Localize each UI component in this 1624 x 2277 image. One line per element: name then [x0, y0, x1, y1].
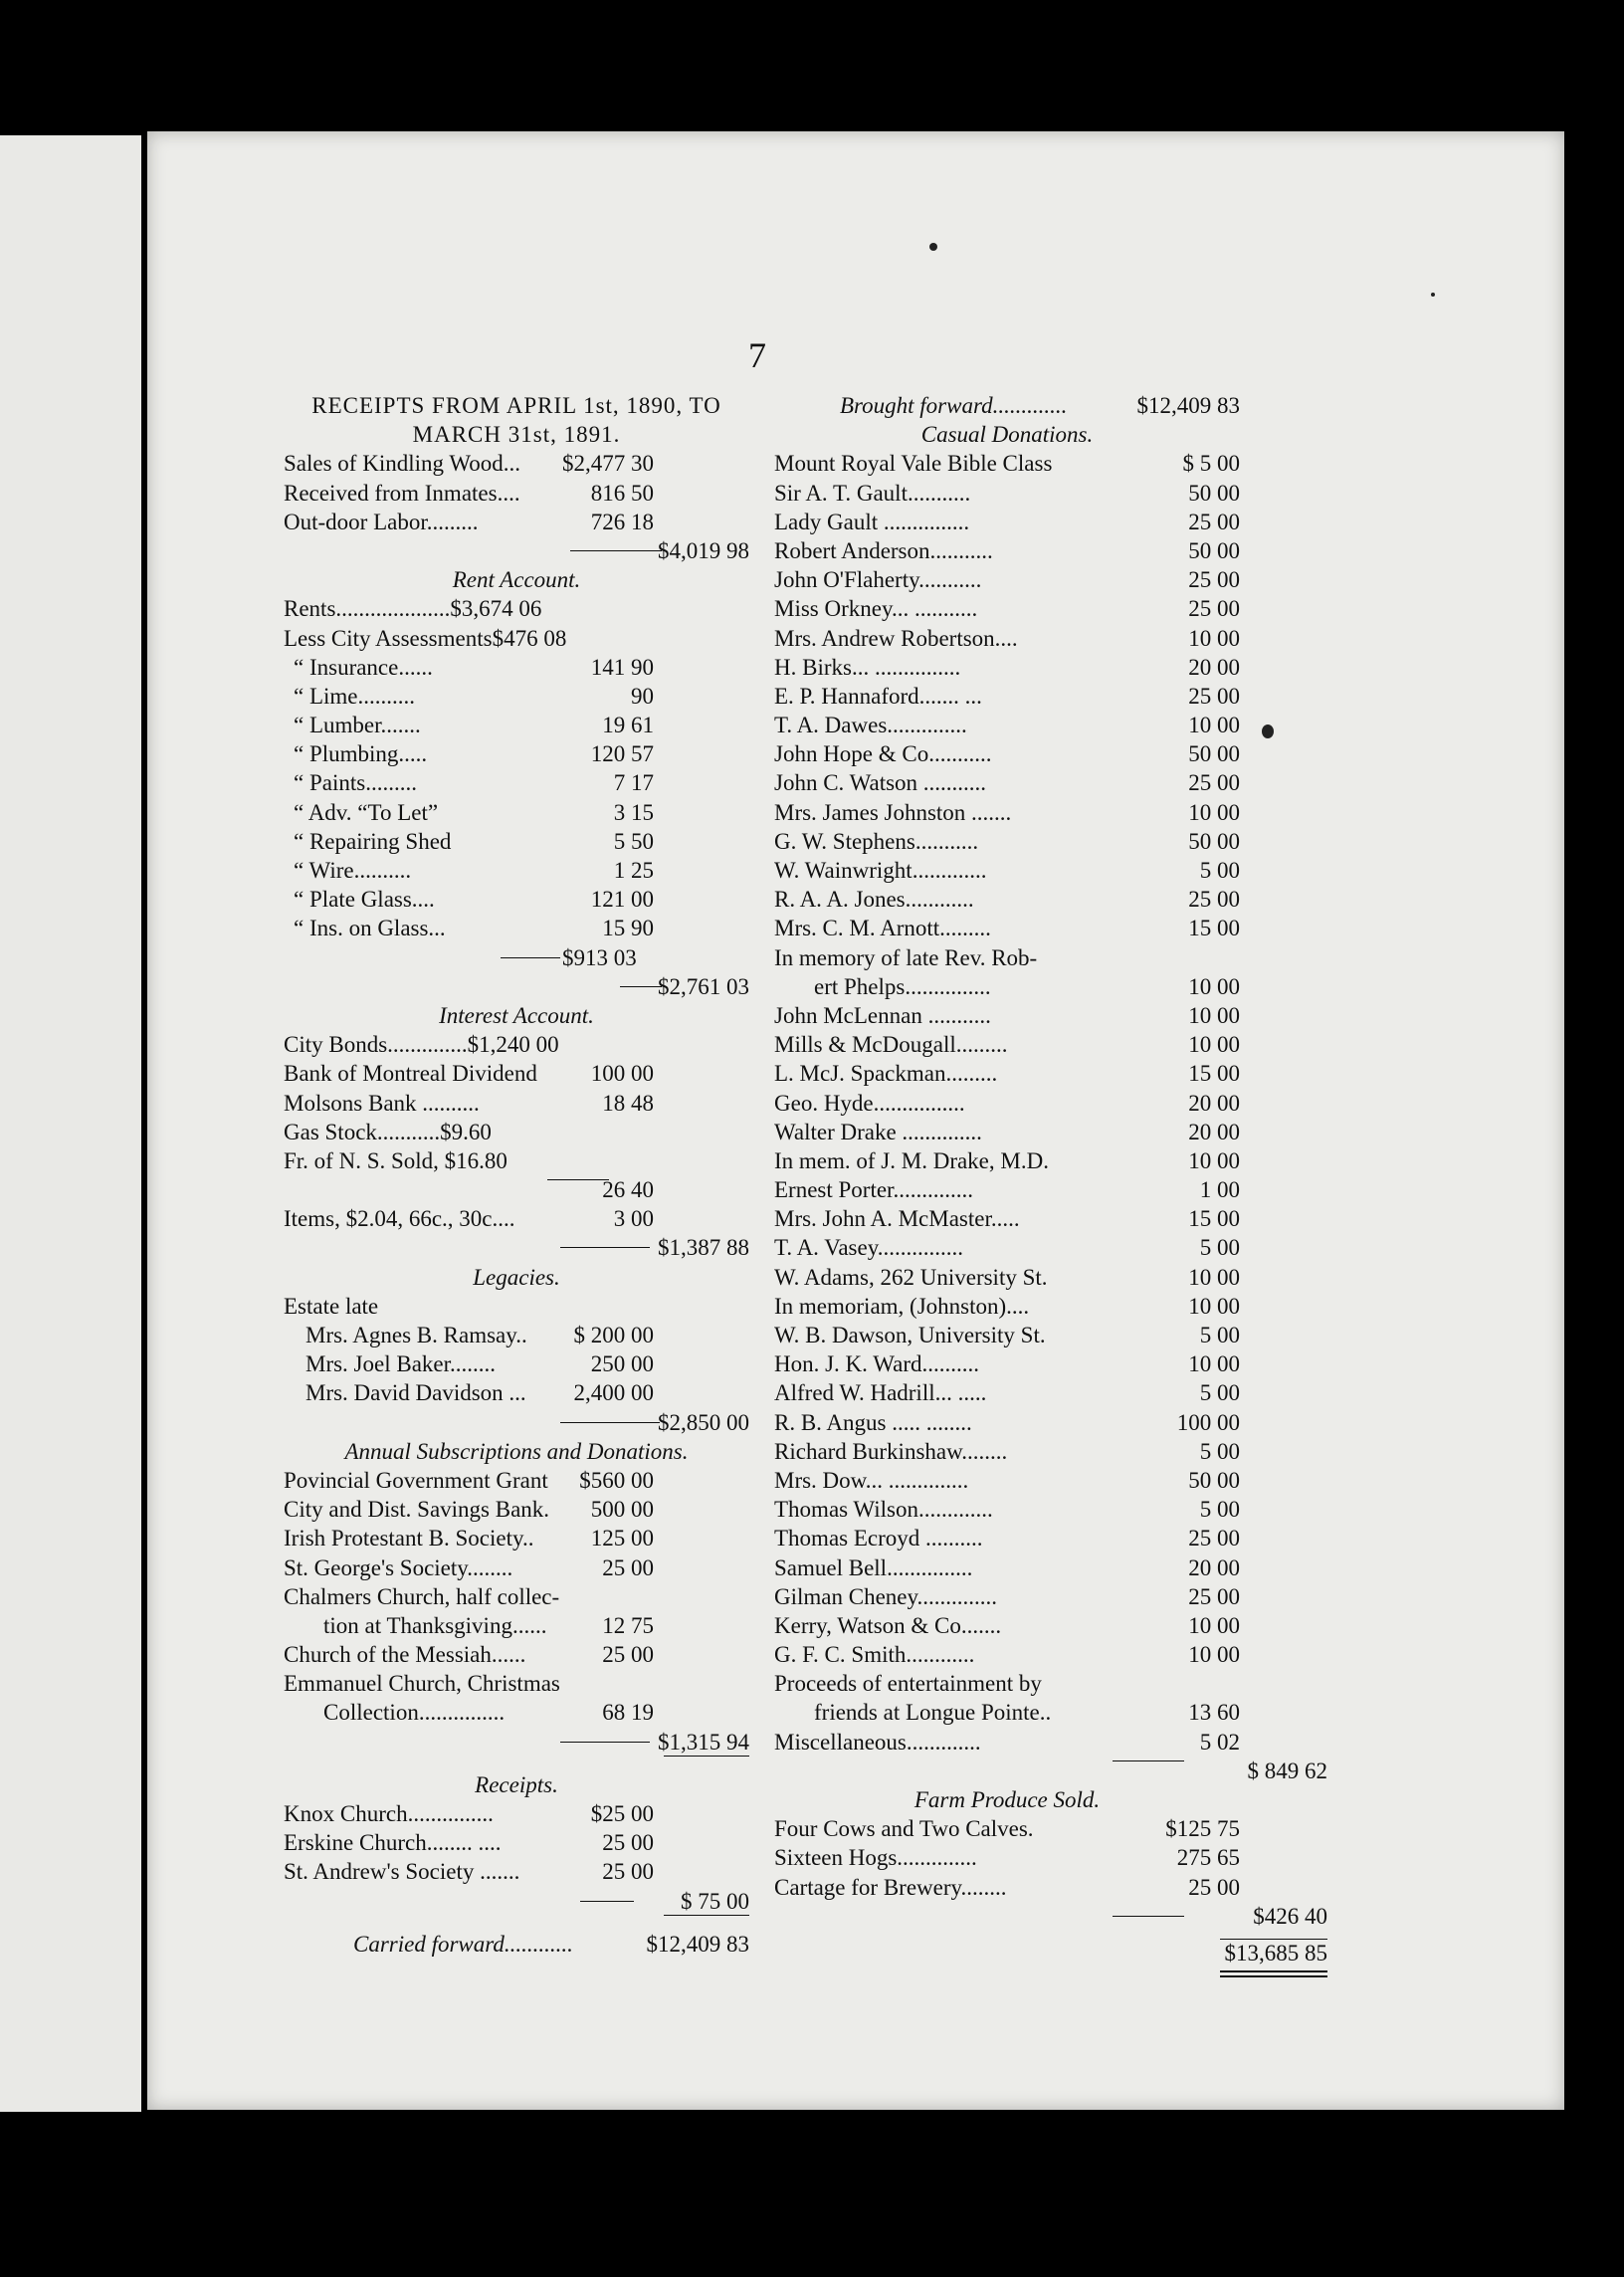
donation-row: [774, 1204, 1240, 1233]
legacy-row-label: Mrs. Agnes B. Ramsay..: [305, 1323, 527, 1347]
subscription-row: [284, 1669, 749, 1698]
donation-row-amount: 5 00: [1199, 858, 1240, 883]
donation-row-label: In memoriam, (Johnston)....: [774, 1293, 1030, 1319]
church-receipt-row: [284, 1799, 749, 1828]
donation-row: [774, 827, 1240, 856]
donation-row: [774, 798, 1240, 827]
donation-row-label: W. Adams, 262 University St.: [774, 1264, 1048, 1290]
farm-row-amount: 275 65: [1176, 1845, 1240, 1871]
legacy-row: [284, 1378, 749, 1407]
rents-line: Rents....................$3,674 06: [284, 596, 542, 622]
rent-item-row-amount: 120 57: [590, 741, 654, 767]
donation-row-amount: 1 00: [1199, 1177, 1240, 1203]
farm-row: [774, 1873, 1240, 1902]
interest-heading: Interest Account.: [439, 1002, 594, 1028]
donation-row-amount: 50 00: [1188, 537, 1240, 563]
brought-forward-label: Brought forward.............: [840, 393, 1068, 418]
donation-row: [774, 1175, 1240, 1204]
donation-row-label: Mrs. James Johnston .......: [774, 799, 1012, 825]
legacy-row-label: Mrs. David Davidson ...: [305, 1380, 526, 1406]
donation-row: [774, 1030, 1240, 1059]
rent-item-row-label: “ Lime..........: [294, 683, 415, 709]
subscription-row-label: tion at Thanksgiving......: [323, 1612, 547, 1638]
rent-item-row-amount: 15 90: [602, 916, 654, 941]
interest-sub-row: 26 40: [284, 1175, 749, 1204]
title-line-2: MARCH 31st, 1891.: [412, 422, 621, 448]
donation-row-label: Samuel Bell...............: [774, 1554, 973, 1580]
farm-total-row: [774, 1902, 1327, 1931]
farm-row-amount: $125 75: [1165, 1816, 1240, 1842]
donation-row-amount: 25 00: [1188, 683, 1240, 709]
receipts2-total-row: [284, 1887, 749, 1916]
donation-row-label: Thomas Ecroyd ..........: [774, 1526, 983, 1552]
brought-forward-row: [774, 391, 1240, 420]
receipt-row-label: Sales of Kindling Wood...: [284, 451, 520, 477]
donation-row-amount: 5 02: [1199, 1729, 1240, 1755]
donation-row: [774, 479, 1240, 508]
interest-row: [284, 1118, 749, 1146]
legacy-row-amount: 2,400 00: [573, 1380, 654, 1406]
annual-total-row: [284, 1728, 749, 1757]
donation-row-amount: 15 00: [1188, 916, 1240, 941]
donation-row-label: T. A. Vasey...............: [774, 1235, 963, 1261]
farm-row-label: Four Cows and Two Calves.: [774, 1816, 1034, 1842]
donation-row-amount: 25 00: [1188, 567, 1240, 593]
subscription-row-label: Povincial Government Grant: [284, 1467, 548, 1493]
annual-total: $1,315 94: [658, 1729, 749, 1755]
grand-total-row: [774, 1939, 1327, 1967]
legacy-row: [284, 1321, 749, 1349]
rent-item-row: [284, 885, 749, 914]
donation-row-label: Miss Orkney... ...........: [774, 596, 978, 622]
donation-row-amount: 25 00: [1188, 596, 1240, 622]
subscription-row: [284, 1698, 749, 1727]
donation-row-label: G. W. Stephens...........: [774, 828, 979, 854]
rent-item-row: [284, 739, 749, 768]
rent-total: $2,761 03: [658, 973, 749, 999]
donation-row-amount: 20 00: [1188, 1554, 1240, 1580]
rent-item-row-amount: 121 00: [590, 887, 654, 913]
receipt-row-amount: 726 18: [590, 509, 654, 534]
interest-row-amount: 100 00: [590, 1061, 654, 1087]
church-receipt-row: [284, 1828, 749, 1857]
donation-row-amount: 5 00: [1199, 1380, 1240, 1406]
rent-item-row-label: “ Plate Glass....: [294, 887, 435, 913]
subscription-row-amount: 68 19: [602, 1700, 654, 1726]
subscription-row-amount: 12 75: [602, 1612, 654, 1638]
rent-item-row-amount: 5 50: [613, 828, 654, 854]
donation-row-label: In memory of late Rev. Rob-: [774, 944, 1038, 970]
subscription-row-amount: 25 00: [602, 1642, 654, 1668]
interest-row: [284, 1146, 749, 1175]
interest-row: [284, 1089, 749, 1118]
farm-row: [774, 1843, 1240, 1872]
donation-row-amount: 5 00: [1199, 1497, 1240, 1523]
receipt-row: [284, 449, 749, 478]
donation-row-amount: 10 00: [1188, 799, 1240, 825]
interest-row-label: City Bonds..............$1,240 00: [284, 1032, 559, 1058]
subscription-row: [284, 1611, 749, 1640]
less-city-line: Less City Assessments$476 08: [284, 625, 567, 651]
farm-row-label: Sixteen Hogs..............: [774, 1845, 977, 1871]
farm-row-label: Cartage for Brewery........: [774, 1874, 1007, 1900]
donation-row-label: John C. Watson ...........: [774, 770, 987, 796]
donation-row-amount: 10 00: [1188, 1264, 1240, 1290]
subscription-row-label: Church of the Messiah......: [284, 1642, 526, 1668]
donation-row-amount: $ 5 00: [1182, 451, 1240, 477]
donation-row-amount: 25 00: [1188, 1526, 1240, 1552]
donation-row: [774, 624, 1240, 653]
interest-row: [284, 1030, 749, 1059]
donation-row-label: Robert Anderson...........: [774, 537, 993, 563]
rent-item-row-label: “ Wire..........: [294, 858, 412, 883]
donation-row-amount: 15 00: [1188, 1206, 1240, 1232]
scan-speck: [1262, 724, 1274, 738]
donation-row-label: In mem. of J. M. Drake, M.D.: [774, 1147, 1049, 1173]
subscription-row: [284, 1640, 749, 1669]
donation-row-label: Walter Drake ..............: [774, 1119, 982, 1144]
donation-row-label: L. McJ. Spackman.........: [774, 1061, 998, 1087]
title-line-1: RECEIPTS FROM APRIL 1st, 1890, TO: [311, 393, 721, 418]
donation-row-amount: 10 00: [1188, 1002, 1240, 1028]
rent-item-row: [284, 798, 749, 827]
donation-row-amount: 20 00: [1188, 1119, 1240, 1144]
page-number: 7: [748, 335, 766, 375]
farm-total: $426 40: [1253, 1903, 1327, 1929]
donation-row: [774, 1089, 1240, 1118]
donation-row: [774, 1698, 1240, 1727]
donation-row: [774, 1059, 1240, 1088]
adjacent-page-edge: [0, 135, 141, 2112]
subscription-row-label: St. George's Society........: [284, 1554, 513, 1580]
rent-item-row-amount: 141 90: [590, 654, 654, 680]
donation-row: [774, 653, 1240, 682]
donation-row: [774, 565, 1240, 594]
estate-late: Estate late: [284, 1293, 379, 1319]
donation-row-amount: 50 00: [1188, 1467, 1240, 1493]
donation-row: [774, 768, 1240, 797]
donation-row-label: Richard Burkinshaw........: [774, 1438, 1008, 1464]
rent-subtotal: $913 03: [562, 944, 637, 970]
donation-row: [774, 1553, 1240, 1582]
donation-row: [774, 682, 1240, 711]
donations-total: $ 849 62: [1247, 1758, 1327, 1783]
donation-row-label: Sir A. T. Gault...........: [774, 480, 971, 506]
donation-row: [774, 1495, 1240, 1524]
donation-row: [774, 885, 1240, 914]
donation-row: [774, 739, 1240, 768]
donation-row: [774, 1582, 1240, 1611]
donation-row: [774, 1263, 1240, 1292]
rent-item-row-label: “ Ins. on Glass...: [294, 916, 446, 941]
scan-speck: [929, 243, 937, 251]
receipt-row-amount: $2,477 30: [562, 451, 654, 477]
receipts2-total: $ 75 00: [681, 1888, 749, 1914]
donation-row-amount: 5 00: [1199, 1235, 1240, 1261]
rent-item-row-amount: 7 17: [613, 770, 654, 796]
donation-row: [774, 1233, 1240, 1262]
donation-row-label: Ernest Porter..............: [774, 1177, 973, 1203]
donation-row: [774, 943, 1240, 972]
donation-row: [774, 1524, 1240, 1552]
donation-row-label: Mills & McDougall.........: [774, 1032, 1008, 1058]
donation-row-label: R. B. Angus ..... ........: [774, 1409, 972, 1435]
donation-row-amount: 25 00: [1188, 887, 1240, 913]
subscription-row-amount: 500 00: [590, 1497, 654, 1523]
donation-row-label: John O'Flaherty...........: [774, 567, 982, 593]
rent-item-row: [284, 768, 749, 797]
rent-item-row: [284, 856, 749, 885]
donation-row-label: Mrs. C. M. Arnott.........: [774, 916, 991, 941]
donation-row-amount: 10 00: [1188, 713, 1240, 738]
interest-row-label: Gas Stock...........$9.60: [284, 1119, 492, 1144]
donation-row: [774, 1408, 1240, 1437]
legacies-total: $2,850 00: [658, 1409, 749, 1435]
donation-row-label: Alfred W. Hadrill... .....: [774, 1380, 987, 1406]
interest-items-row: Items, $2.04, 66c., 30c.... 3 00: [284, 1206, 654, 1232]
donation-row-amount: 10 00: [1188, 973, 1240, 999]
receipt-row: [284, 508, 749, 536]
rent-item-row: [284, 827, 749, 856]
church-receipt-row-label: Knox Church...............: [284, 1801, 494, 1826]
subscription-row: [284, 1466, 749, 1495]
donation-row-label: Proceeds of entertainment by: [774, 1671, 1042, 1697]
donation-row-label: Mount Royal Vale Bible Class: [774, 451, 1053, 477]
donation-row: [774, 1437, 1240, 1466]
donation-row-amount: 5 00: [1199, 1438, 1240, 1464]
church-receipt-row-label: St. Andrew's Society .......: [284, 1859, 520, 1885]
donation-row-amount: 10 00: [1188, 1293, 1240, 1319]
left-column: [284, 391, 749, 1959]
farm-row-amount: 25 00: [1188, 1874, 1240, 1900]
receipt-row-label: Received from Inmates....: [284, 480, 520, 506]
rent-item-row-amount: 3 15: [613, 799, 654, 825]
rent-heading: Rent Account.: [452, 567, 581, 593]
rent-item-row-label: “ Repairing Shed: [294, 828, 452, 854]
donation-row-amount: 10 00: [1188, 1147, 1240, 1173]
legacies-total-row: [284, 1408, 749, 1437]
donation-row-amount: 100 00: [1176, 1409, 1240, 1435]
donation-row-label: Geo. Hyde................: [774, 1090, 965, 1116]
donation-row: [774, 508, 1240, 536]
receipts-total-row: [284, 536, 749, 565]
farm-row: [774, 1814, 1240, 1843]
interest-row-label: Molsons Bank ..........: [284, 1090, 480, 1116]
casual-heading: Casual Donations.: [920, 422, 1094, 448]
donation-row-label: Mrs. Andrew Robertson....: [774, 625, 1018, 651]
donation-row-amount: 25 00: [1188, 770, 1240, 796]
receipt-row-amount: 816 50: [590, 480, 654, 506]
donation-row: [774, 1611, 1240, 1640]
church-receipt-row-amount: 25 00: [602, 1830, 654, 1856]
interest-row-label: Bank of Montreal Dividend: [284, 1061, 537, 1087]
subscription-row-label: Emmanuel Church, Christmas: [284, 1671, 560, 1697]
subscription-row-amount: 25 00: [602, 1554, 654, 1580]
donation-row-amount: 10 00: [1188, 1032, 1240, 1058]
donation-row: [774, 594, 1240, 623]
donation-row: [774, 536, 1240, 565]
donation-row-label: E. P. Hannaford....... ...: [774, 683, 982, 709]
subscription-row: [284, 1582, 749, 1611]
donation-row-label: W. B. Dawson, University St.: [774, 1323, 1046, 1347]
donation-row: [774, 1292, 1240, 1321]
church-receipt-row-label: Erskine Church........ ....: [284, 1830, 502, 1856]
donation-row-label: W. Wainwright.............: [774, 858, 987, 883]
interest-row: [284, 1059, 749, 1088]
rent-item-row-amount: 90: [631, 683, 654, 709]
legacy-row-amount: 250 00: [590, 1351, 654, 1377]
receipts2-heading: Receipts.: [475, 1771, 558, 1797]
scan-speck: [1431, 293, 1435, 297]
subscription-row-amount: $560 00: [579, 1467, 654, 1493]
donations-total-row: [774, 1757, 1327, 1785]
rent-item-row-label: “ Adv. “To Let”: [294, 799, 439, 825]
rent-item-row: [284, 682, 749, 711]
subscription-row-label: City and Dist. Savings Bank.: [284, 1497, 550, 1523]
donation-row-label: Miscellaneous.............: [774, 1729, 981, 1755]
carried-forward-label: Carried forward............: [353, 1931, 573, 1957]
annual-heading: Annual Subscriptions and Donations.: [344, 1438, 689, 1464]
right-column: [774, 391, 1327, 1967]
carried-forward-row: [284, 1930, 749, 1959]
grand-total: $13,685 85: [1224, 1940, 1327, 1966]
donation-row: [774, 711, 1240, 739]
donation-row-label: T. A. Dawes..............: [774, 713, 967, 738]
donation-row-amount: 20 00: [1188, 654, 1240, 680]
subscription-row-label: Collection...............: [323, 1700, 506, 1726]
donation-row-label: Kerry, Watson & Co.......: [774, 1612, 1002, 1638]
donation-row-amount: 15 00: [1188, 1061, 1240, 1087]
church-receipt-row-amount: $25 00: [590, 1801, 654, 1826]
donation-row-amount: 10 00: [1188, 625, 1240, 651]
donation-row-amount: 50 00: [1188, 741, 1240, 767]
donation-row-amount: 10 00: [1188, 1351, 1240, 1377]
donation-row-label: Hon. J. K. Ward..........: [774, 1351, 979, 1377]
legacy-row: [284, 1349, 749, 1378]
donation-row-amount: 13 60: [1188, 1700, 1240, 1726]
donation-row: [774, 972, 1240, 1001]
rent-item-row-amount: 1 25: [613, 858, 654, 883]
rent-item-row-label: “ Insurance......: [294, 654, 433, 680]
donation-row-label: John McLennan ...........: [774, 1002, 991, 1028]
donation-row-amount: 5 00: [1199, 1323, 1240, 1347]
subscription-row: [284, 1495, 749, 1524]
donation-row-amount: 50 00: [1188, 480, 1240, 506]
legacy-row-amount: $ 200 00: [573, 1323, 654, 1347]
donation-row: [774, 1640, 1240, 1669]
donation-row-label: friends at Longue Pointe..: [814, 1700, 1052, 1726]
legacy-row-label: Mrs. Joel Baker........: [305, 1351, 497, 1377]
interest-row-amount: 18 48: [602, 1090, 654, 1116]
donation-row: [774, 1378, 1240, 1407]
subscription-row: [284, 1524, 749, 1552]
donation-row: [774, 1349, 1240, 1378]
donation-row-label: H. Birks... ...............: [774, 654, 961, 680]
donation-row-amount: 25 00: [1188, 509, 1240, 534]
church-receipt-row-amount: 25 00: [602, 1859, 654, 1885]
donation-row: [774, 914, 1240, 942]
farm-heading: Farm Produce Sold.: [914, 1787, 1101, 1812]
donation-row-label: Gilman Cheney..............: [774, 1583, 998, 1609]
donation-row-label: Mrs. John A. McMaster.....: [774, 1206, 1020, 1232]
donation-row-label: G. F. C. Smith............: [774, 1642, 975, 1668]
donation-row: [774, 1118, 1240, 1146]
donation-row: [774, 1001, 1240, 1030]
rent-item-row-label: “ Paints.........: [294, 770, 417, 796]
subscription-row: [284, 1553, 749, 1582]
donation-row: [774, 1728, 1240, 1757]
rent-item-row-amount: 19 61: [602, 713, 654, 738]
donation-row-amount: 50 00: [1188, 828, 1240, 854]
donation-row-label: Mrs. Dow... ..............: [774, 1467, 969, 1493]
donation-row-amount: 20 00: [1188, 1090, 1240, 1116]
donation-row: [774, 1466, 1240, 1495]
subscription-row-amount: 125 00: [590, 1526, 654, 1552]
rent-subtotal-row: [284, 943, 749, 972]
donation-row-amount: 25 00: [1188, 1583, 1240, 1609]
brought-forward-amount: $12,409 83: [1136, 393, 1240, 418]
donation-row-label: Lady Gault ...............: [774, 509, 970, 534]
donation-row-label: Thomas Wilson.............: [774, 1497, 993, 1523]
donation-row-amount: 10 00: [1188, 1642, 1240, 1668]
donation-row-label: R. A. A. Jones............: [774, 887, 974, 913]
interest-row-label: Fr. of N. S. Sold, $16.80: [284, 1147, 508, 1173]
receipts-total: $4,019 98: [658, 537, 749, 563]
rent-item-row-label: “ Plumbing.....: [294, 741, 428, 767]
donation-row: [774, 1146, 1240, 1175]
donation-row-label: ert Phelps...............: [814, 973, 991, 999]
donation-row-amount: 10 00: [1188, 1612, 1240, 1638]
receipt-row: [284, 479, 749, 508]
donation-row: [774, 449, 1240, 478]
interest-total-row: [284, 1233, 749, 1262]
donation-row: [774, 1321, 1240, 1349]
subscription-row-label: Chalmers Church, half collec-: [284, 1583, 560, 1609]
rent-item-row: [284, 653, 749, 682]
donation-row: [774, 856, 1240, 885]
rent-total-row: [284, 972, 749, 1001]
legacies-heading: Legacies.: [473, 1264, 560, 1290]
receipt-row-label: Out-door Labor.........: [284, 509, 479, 534]
rent-item-row: [284, 711, 749, 739]
donation-row-label: John Hope & Co...........: [774, 741, 992, 767]
subscription-row-label: Irish Protestant B. Society..: [284, 1526, 534, 1552]
rent-item-row-label: “ Lumber.......: [294, 713, 421, 738]
rent-item-row: [284, 914, 749, 942]
donation-row: [774, 1669, 1240, 1698]
interest-total: $1,387 88: [658, 1235, 749, 1261]
carried-forward-amount: $12,409 83: [646, 1931, 749, 1957]
church-receipt-row: [284, 1857, 749, 1886]
